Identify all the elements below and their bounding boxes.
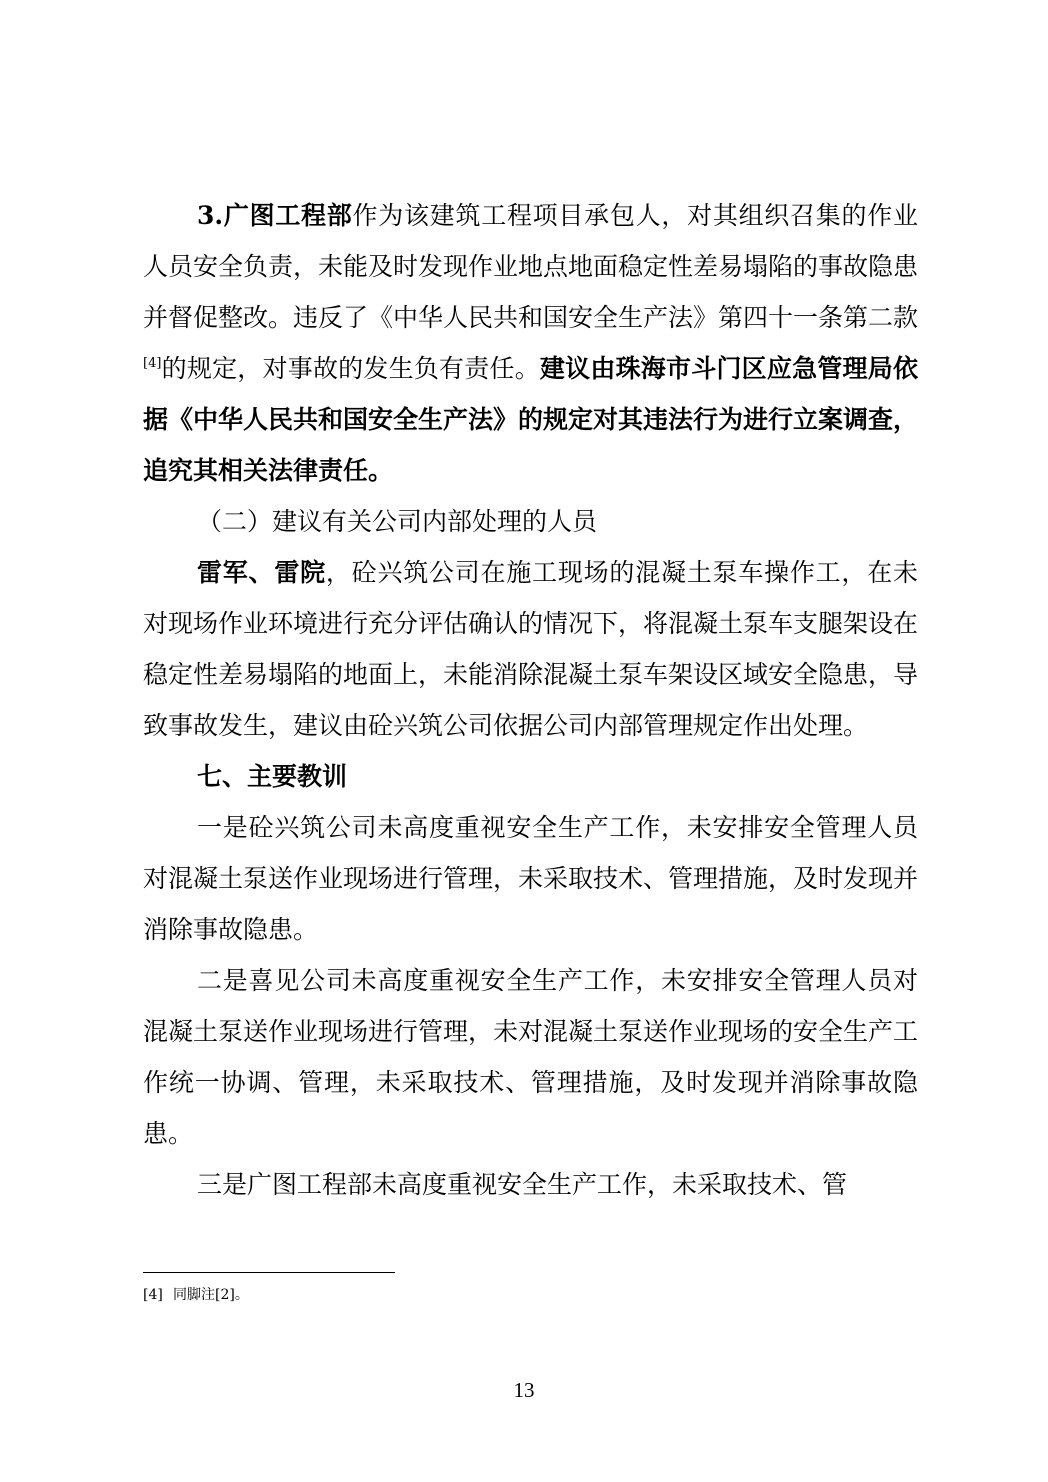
item-number: 3. bbox=[197, 201, 224, 230]
paragraph-text: ，砼兴筑公司在施工现场的混凝土泵车操作工，在未对现场作业环境进行充分评估确认的情况下，将混凝土泵车支腿架设在稳定性差易塌陷的地面上，未能消除混凝土泵车架设区域安全隐患，导致事故发生，建议由砼兴筑公司依据公司内部管理规定作出处理。 bbox=[143, 558, 919, 740]
paragraph-text: 作为该建筑工程项目承包人，对其组织召集的作业人员安全负责，未能及时发现作业地点地面稳定性差易塌陷的事故隐患并督促整改。违反了《中华人民共和国安全生产法》第四十一条第二款 bbox=[143, 201, 919, 332]
lesson-1: 一是砼兴筑公司未高度重视安全生产工作，未安排安全管理人员对混凝土泵送作业现场进行管理，未采取技术、管理措施，及时发现并消除事故隐患。 bbox=[143, 813, 919, 944]
lesson-3: 三是广图工程部未高度重视安全生产工作，未采取技术、管 bbox=[197, 1170, 848, 1199]
footnote bbox=[143, 1285, 249, 1305]
body-text bbox=[143, 190, 918, 1210]
paragraph-operators bbox=[143, 547, 918, 751]
person-names: 雷军、雷院 bbox=[197, 558, 326, 587]
footnote-mark: [4] bbox=[143, 1287, 163, 1303]
section-heading-internal: （二）建议有关公司内部处理的人员 bbox=[197, 507, 598, 536]
paragraph-liability-guangtu bbox=[143, 190, 918, 496]
footnote-text: 同脚注[2]。 bbox=[173, 1287, 249, 1303]
party-name: 广图工程部 bbox=[223, 201, 353, 230]
footnote-separator bbox=[143, 1272, 395, 1273]
lesson-2: 二是喜见公司未高度重视安全生产工作，未安排安全管理人员对混凝土泵送作业现场进行管理，未对混凝土泵送作业现场的安全生产工作统一协调、管理，未采取技术、管理措施，及时发现并消除事故隐患。 bbox=[143, 966, 919, 1148]
recommendation-text: 建议由珠海市斗门区应急管理局依据《中华人民共和国安全生产法》的规定对其违法行为进行立案调查，追究其相关法律责任。 bbox=[143, 354, 919, 485]
footnote-reference: [4] bbox=[143, 356, 162, 371]
section-heading-lessons: 七、主要教训 bbox=[197, 762, 348, 791]
page-number: 13 bbox=[513, 1378, 535, 1402]
paragraph-text-cont: 的规定，对事故的发生负有责任。 bbox=[161, 354, 540, 383]
